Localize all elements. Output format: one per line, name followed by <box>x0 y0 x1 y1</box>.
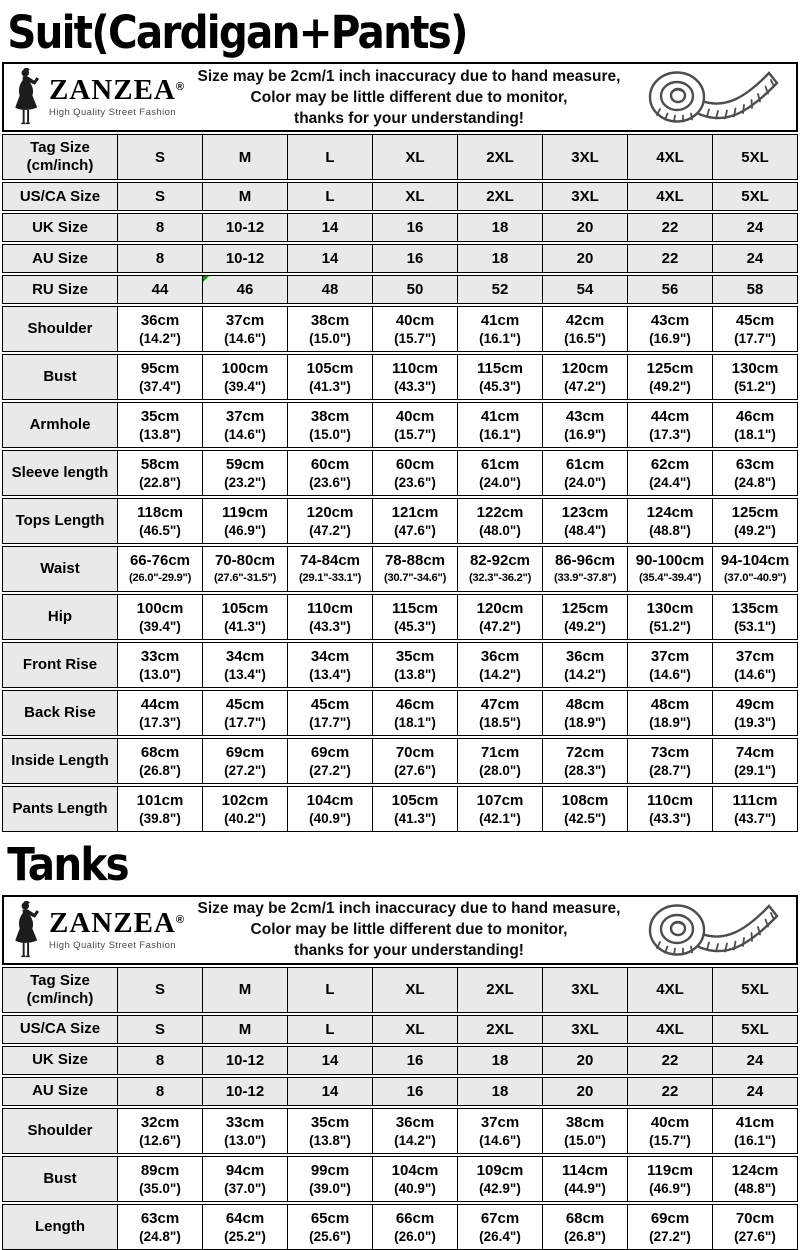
measure-cell: 135cm (53.1") <box>712 595 797 639</box>
table-row <box>2 967 798 1013</box>
measure-cell: 40cm (15.7") <box>627 1109 712 1153</box>
measure-cell: 45cm (17.7") <box>202 691 287 735</box>
measure-cell: 41cm (16.1") <box>712 1109 797 1153</box>
table-row <box>2 786 798 832</box>
measure-cell: 71cm (28.0") <box>457 739 542 783</box>
brand-logo <box>4 901 190 959</box>
size-cell: 24 <box>712 1047 797 1074</box>
measure-cell: 68cm (26.8") <box>542 1205 627 1249</box>
row-label: Sleeve length <box>3 451 117 495</box>
size-cell: S <box>117 1016 202 1043</box>
size-cell: 3XL <box>542 135 627 179</box>
table-row <box>2 1156 798 1202</box>
notice-line: thanks for your understanding! <box>294 942 524 959</box>
notice-line: Color may be little different due to monitor, <box>250 921 568 938</box>
measure-cell: 64cm (25.2") <box>202 1205 287 1249</box>
measure-cell: 37cm (14.6") <box>627 643 712 687</box>
measuring-tape-icon <box>628 901 796 959</box>
brand-logo <box>4 68 190 126</box>
measure-cell: 36cm (14.2") <box>457 643 542 687</box>
size-cell: 3XL <box>542 968 627 1012</box>
measure-cell: 124cm (48.8") <box>712 1157 797 1201</box>
measure-cell: 61cm (24.0") <box>457 451 542 495</box>
measure-cell: 130cm (51.2") <box>627 595 712 639</box>
measure-cell: 37cm (14.6") <box>457 1109 542 1153</box>
size-cell: 2XL <box>457 1016 542 1043</box>
measure-cell: 120cm (47.2") <box>457 595 542 639</box>
size-cell: 20 <box>542 245 627 272</box>
row-label: Shoulder <box>3 1109 117 1153</box>
size-cell: 22 <box>627 245 712 272</box>
measure-cell: 36cm (14.2") <box>372 1109 457 1153</box>
table-row <box>2 402 798 448</box>
measure-cell: 99cm (39.0") <box>287 1157 372 1201</box>
measure-cell: 42cm (16.5") <box>542 307 627 351</box>
table-row <box>2 1204 798 1250</box>
measure-cell: 47cm (18.5") <box>457 691 542 735</box>
measure-cell: 61cm (24.0") <box>542 451 627 495</box>
size-cell: 14 <box>287 245 372 272</box>
measure-cell: 63cm (24.8") <box>117 1205 202 1249</box>
measure-cell: 121cm (47.6") <box>372 499 457 543</box>
size-cell: XL <box>372 183 457 210</box>
brand-text-block <box>49 906 185 951</box>
measure-cell: 125cm (49.2") <box>712 499 797 543</box>
measure-cell: 115cm (45.3") <box>372 595 457 639</box>
measure-cell: 130cm (51.2") <box>712 355 797 399</box>
measure-cell: 109cm (42.9") <box>457 1157 542 1201</box>
row-label: US/CA Size <box>3 183 117 210</box>
size-cell: 16 <box>372 214 457 241</box>
size-table <box>2 967 798 1250</box>
row-label: AU Size <box>3 1078 117 1105</box>
size-cell: L <box>287 968 372 1012</box>
measure-cell: 69cm (27.2") <box>287 739 372 783</box>
size-cell: 16 <box>372 1047 457 1074</box>
measure-cell: 48cm (18.9") <box>542 691 627 735</box>
row-label: Tops Length <box>3 499 117 543</box>
size-cell: 5XL <box>712 183 797 210</box>
measure-cell: 104cm (40.9") <box>287 787 372 831</box>
measure-cell: 74cm (29.1") <box>712 739 797 783</box>
table-row <box>2 594 798 640</box>
measure-cell: 70cm (27.6") <box>372 739 457 783</box>
measure-cell: 33cm (13.0") <box>117 643 202 687</box>
row-label: US/CA Size <box>3 1016 117 1043</box>
size-cell: 16 <box>372 245 457 272</box>
size-cell: 8 <box>117 245 202 272</box>
measure-cell: 114cm (44.9") <box>542 1157 627 1201</box>
measure-cell: 110cm (43.3") <box>627 787 712 831</box>
size-cell: 4XL <box>627 183 712 210</box>
table-row <box>2 354 798 400</box>
measure-cell: 37cm (14.6") <box>202 307 287 351</box>
measure-cell: 115cm (45.3") <box>457 355 542 399</box>
info-banner <box>2 62 798 132</box>
size-cell: M <box>202 183 287 210</box>
size-cell: 2XL <box>457 183 542 210</box>
measure-cell: 105cm (41.3") <box>202 595 287 639</box>
size-cell: 5XL <box>712 1016 797 1043</box>
row-label: Bust <box>3 1157 117 1201</box>
measure-cell: 46cm (18.1") <box>712 403 797 447</box>
size-cell: 8 <box>117 1047 202 1074</box>
measure-cell: 48cm (18.9") <box>627 691 712 735</box>
size-cell: 56 <box>627 276 712 303</box>
table-row <box>2 1108 798 1154</box>
measuring-tape-icon <box>628 68 796 126</box>
size-cell: L <box>287 135 372 179</box>
measure-cell: 119cm (46.9") <box>202 499 287 543</box>
size-cell: 52 <box>457 276 542 303</box>
measure-cell: 111cm (43.7") <box>712 787 797 831</box>
size-cell: S <box>117 968 202 1012</box>
measure-cell: 62cm (24.4") <box>627 451 712 495</box>
measure-cell: 105cm (41.3") <box>372 787 457 831</box>
size-cell: 18 <box>457 245 542 272</box>
measure-cell: 72cm (28.3") <box>542 739 627 783</box>
measure-cell: 108cm (42.5") <box>542 787 627 831</box>
size-cell: S <box>117 135 202 179</box>
row-label: Tag Size (cm/inch) <box>3 968 117 1012</box>
measure-cell: 110cm (43.3") <box>372 355 457 399</box>
row-label: AU Size <box>3 245 117 272</box>
measure-cell: 68cm (26.8") <box>117 739 202 783</box>
row-label: Armhole <box>3 403 117 447</box>
measure-cell: 36cm (14.2") <box>542 643 627 687</box>
measure-cell: 44cm (17.3") <box>117 691 202 735</box>
size-cell: 24 <box>712 1078 797 1105</box>
measure-cell: 34cm (13.4") <box>287 643 372 687</box>
size-cell: XL <box>372 968 457 1012</box>
table-row <box>2 1077 798 1106</box>
measure-cell: 38cm (15.0") <box>542 1109 627 1153</box>
notice-line: thanks for your understanding! <box>294 109 524 127</box>
woman-silhouette-icon <box>12 901 46 959</box>
measure-cell: 118cm (46.5") <box>117 499 202 543</box>
row-label: Tag Size (cm/inch) <box>3 135 117 179</box>
row-label: UK Size <box>3 214 117 241</box>
size-cell: 2XL <box>457 135 542 179</box>
measure-cell: 60cm (23.6") <box>287 451 372 495</box>
measure-cell: 63cm (24.8") <box>712 451 797 495</box>
measure-cell: 34cm (13.4") <box>202 643 287 687</box>
size-cell: 4XL <box>627 968 712 1012</box>
brand-tagline: High Quality Street Fashion <box>49 939 176 951</box>
measure-cell: 41cm (16.1") <box>457 307 542 351</box>
cell-corner-marker <box>203 276 209 282</box>
table-row <box>2 498 798 544</box>
measure-cell: 107cm (42.1") <box>457 787 542 831</box>
notice-line: Color may be little different due to monitor, <box>250 88 568 106</box>
measure-cell: 105cm (41.3") <box>287 355 372 399</box>
size-cell: 14 <box>287 214 372 241</box>
size-cell: 10-12 <box>202 214 287 241</box>
measure-cell: 65cm (25.6") <box>287 1205 372 1249</box>
table-row <box>2 642 798 688</box>
table-row <box>2 134 798 180</box>
table-row <box>2 738 798 784</box>
measure-cell: 43cm (16.9") <box>542 403 627 447</box>
table-row <box>2 244 798 273</box>
size-cell: XL <box>372 135 457 179</box>
size-cell: L <box>287 1016 372 1043</box>
registered-mark: ® <box>175 913 185 926</box>
tanks-section <box>0 832 800 1249</box>
row-label: UK Size <box>3 1047 117 1074</box>
measure-cell: 70-80cm (27.6"-31.5") <box>202 547 287 591</box>
section-title: Tanks <box>7 838 128 892</box>
measure-cell: 66cm (26.0") <box>372 1205 457 1249</box>
size-cell: 22 <box>627 214 712 241</box>
measure-cell: 38cm (15.0") <box>287 307 372 351</box>
row-label: Hip <box>3 595 117 639</box>
size-cell: 24 <box>712 214 797 241</box>
measure-cell: 125cm (49.2") <box>627 355 712 399</box>
measure-cell: 119cm (46.9") <box>627 1157 712 1201</box>
measure-cell: 44cm (17.3") <box>627 403 712 447</box>
measure-cell: 94cm (37.0") <box>202 1157 287 1201</box>
measure-cell: 78-88cm (30.7"-34.6") <box>372 547 457 591</box>
size-notice <box>190 898 628 961</box>
size-cell: 10-12 <box>202 1078 287 1105</box>
woman-silhouette-icon <box>12 68 46 126</box>
registered-mark: ® <box>175 81 185 94</box>
measure-cell: 69cm (27.2") <box>202 739 287 783</box>
measure-cell: 123cm (48.4") <box>542 499 627 543</box>
row-label: Back Rise <box>3 691 117 735</box>
table-row <box>2 213 798 242</box>
measure-cell: 49cm (19.3") <box>712 691 797 735</box>
table-row <box>2 1015 798 1044</box>
row-label: RU Size <box>3 276 117 303</box>
measure-cell: 40cm (15.7") <box>372 403 457 447</box>
size-cell: 50 <box>372 276 457 303</box>
measure-cell: 104cm (40.9") <box>372 1157 457 1201</box>
measure-cell: 67cm (26.4") <box>457 1205 542 1249</box>
measure-cell: 41cm (16.1") <box>457 403 542 447</box>
size-table <box>2 134 798 832</box>
brand-name: ZANZEA® <box>49 906 185 939</box>
size-cell: 16 <box>372 1078 457 1105</box>
table-row <box>2 690 798 736</box>
row-label: Bust <box>3 355 117 399</box>
size-cell: 14 <box>287 1078 372 1105</box>
size-cell: XL <box>372 1016 457 1043</box>
measure-cell: 32cm (12.6") <box>117 1109 202 1153</box>
row-label: Length <box>3 1205 117 1249</box>
measure-cell: 37cm (14.6") <box>202 403 287 447</box>
measure-cell: 110cm (43.3") <box>287 595 372 639</box>
measure-cell: 95cm (37.4") <box>117 355 202 399</box>
row-label: Front Rise <box>3 643 117 687</box>
size-cell: S <box>117 183 202 210</box>
measure-cell: 45cm (17.7") <box>287 691 372 735</box>
table-row <box>2 182 798 211</box>
size-cell: L <box>287 183 372 210</box>
size-cell: 4XL <box>627 135 712 179</box>
measure-cell: 43cm (16.9") <box>627 307 712 351</box>
measure-cell: 120cm (47.2") <box>287 499 372 543</box>
row-label: Pants Length <box>3 787 117 831</box>
measure-cell: 82-92cm (32.3"-36.2") <box>457 547 542 591</box>
size-cell: 5XL <box>712 968 797 1012</box>
row-label: Inside Length <box>3 739 117 783</box>
measure-cell: 70cm (27.6") <box>712 1205 797 1249</box>
size-cell: 58 <box>712 276 797 303</box>
measure-cell: 35cm (13.8") <box>287 1109 372 1153</box>
measure-cell: 35cm (13.8") <box>117 403 202 447</box>
measure-cell: 73cm (28.7") <box>627 739 712 783</box>
measure-cell: 120cm (47.2") <box>542 355 627 399</box>
measure-cell: 102cm (40.2") <box>202 787 287 831</box>
size-cell: 8 <box>117 1078 202 1105</box>
size-cell: 48 <box>287 276 372 303</box>
measure-cell: 38cm (15.0") <box>287 403 372 447</box>
size-cell: 14 <box>287 1047 372 1074</box>
size-cell: 46 <box>202 276 287 303</box>
size-cell: 54 <box>542 276 627 303</box>
measure-cell: 100cm (39.4") <box>117 595 202 639</box>
measure-cell: 101cm (39.8") <box>117 787 202 831</box>
size-cell: 5XL <box>712 135 797 179</box>
brand-name: ZANZEA® <box>49 74 185 107</box>
measure-cell: 124cm (48.8") <box>627 499 712 543</box>
size-cell: M <box>202 1016 287 1043</box>
measure-cell: 94-104cm (37.0"-40.9") <box>712 547 797 591</box>
size-cell: 18 <box>457 214 542 241</box>
measure-cell: 89cm (35.0") <box>117 1157 202 1201</box>
size-cell: M <box>202 135 287 179</box>
size-cell: 20 <box>542 1078 627 1105</box>
size-cell: 44 <box>117 276 202 303</box>
table-row <box>2 546 798 592</box>
measure-cell: 66-76cm (26.0"-29.9") <box>117 547 202 591</box>
size-notice <box>190 66 628 129</box>
size-cell: 8 <box>117 214 202 241</box>
size-cell: 24 <box>712 245 797 272</box>
size-cell: 2XL <box>457 968 542 1012</box>
size-cell: 18 <box>457 1078 542 1105</box>
table-row <box>2 450 798 496</box>
measure-cell: 37cm (14.6") <box>712 643 797 687</box>
measure-cell: 33cm (13.0") <box>202 1109 287 1153</box>
table-row <box>2 1046 798 1075</box>
size-cell: 3XL <box>542 183 627 210</box>
measure-cell: 60cm (23.6") <box>372 451 457 495</box>
size-cell: 4XL <box>627 1016 712 1043</box>
measure-cell: 90-100cm (35.4"-39.4") <box>627 547 712 591</box>
measure-cell: 100cm (39.4") <box>202 355 287 399</box>
size-cell: M <box>202 968 287 1012</box>
measure-cell: 69cm (27.2") <box>627 1205 712 1249</box>
brand-tagline: High Quality Street Fashion <box>49 107 176 119</box>
info-banner <box>2 895 798 965</box>
notice-line: Size may be 2cm/1 inch inaccuracy due to hand measure, <box>197 67 621 85</box>
size-cell: 20 <box>542 1047 627 1074</box>
measure-cell: 74-84cm (29.1"-33.1") <box>287 547 372 591</box>
measure-cell: 45cm (17.7") <box>712 307 797 351</box>
measure-cell: 35cm (13.8") <box>372 643 457 687</box>
size-cell: 22 <box>627 1078 712 1105</box>
notice-line: Size may be 2cm/1 inch inaccuracy due to hand measure, <box>197 900 621 917</box>
table-row <box>2 275 798 304</box>
measure-cell: 86-96cm (33.9"-37.8") <box>542 547 627 591</box>
measure-cell: 40cm (15.7") <box>372 307 457 351</box>
size-cell: 18 <box>457 1047 542 1074</box>
size-cell: 10-12 <box>202 1047 287 1074</box>
measure-cell: 46cm (18.1") <box>372 691 457 735</box>
size-cell: 3XL <box>542 1016 627 1043</box>
measure-cell: 58cm (22.8") <box>117 451 202 495</box>
section-title: Suit(Cardigan+Pants) <box>7 6 467 59</box>
brand-text-block <box>49 76 185 118</box>
size-cell: 20 <box>542 214 627 241</box>
row-label: Waist <box>3 547 117 591</box>
measure-cell: 122cm (48.0") <box>457 499 542 543</box>
size-cell: 10-12 <box>202 245 287 272</box>
measure-cell: 125cm (49.2") <box>542 595 627 639</box>
table-row <box>2 306 798 352</box>
size-cell: 22 <box>627 1047 712 1074</box>
measure-cell: 36cm (14.2") <box>117 307 202 351</box>
measure-cell: 59cm (23.2") <box>202 451 287 495</box>
row-label: Shoulder <box>3 307 117 351</box>
